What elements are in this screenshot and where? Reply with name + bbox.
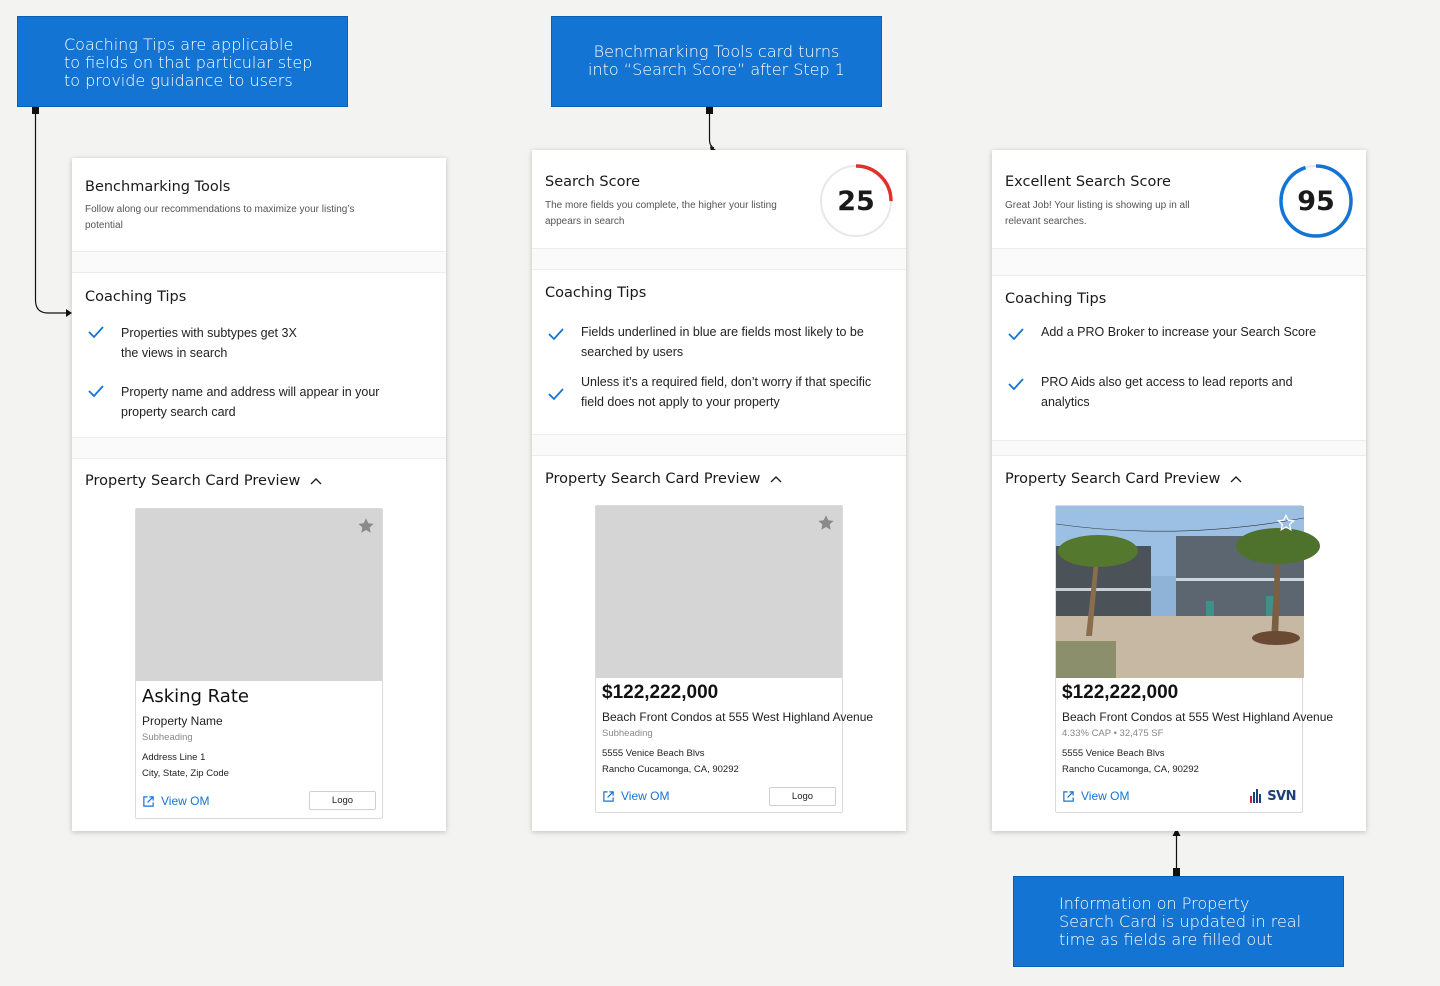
card-stats: 4.33% CAP • 32,475 SF <box>1062 728 1164 739</box>
benchmark-header <box>72 158 446 251</box>
coaching-tips-title: Coaching Tips <box>85 289 187 305</box>
section-divider <box>992 248 1366 275</box>
external-link-icon <box>602 790 615 803</box>
view-om-link[interactable] <box>1062 789 1129 803</box>
preview-title: Property Search Card Preview <box>545 471 761 487</box>
preview-title: Property Search Card Preview <box>85 473 301 489</box>
check-icon <box>547 385 565 403</box>
card-property-name: Property Name <box>142 714 223 728</box>
panel-benchmarking-tools <box>72 158 446 831</box>
card-city-state: Rancho Cucamonga, CA, 90292 <box>1062 764 1199 775</box>
score-gauge <box>1278 163 1354 239</box>
section-divider <box>532 248 906 269</box>
score-value: 95 <box>1297 185 1335 217</box>
chevron-up-icon <box>1230 475 1242 483</box>
star-icon[interactable] <box>1277 514 1295 532</box>
coaching-tip-text: Add a PRO Broker to increase your Search Score <box>1041 325 1317 339</box>
preview-toggle[interactable] <box>1005 471 1242 487</box>
coaching-tip-text: Fields underlined in blue are fields most likely to be searched by users <box>581 325 864 359</box>
property-image-placeholder <box>136 509 382 681</box>
preview-toggle[interactable] <box>545 471 782 487</box>
panel-subtitle: Follow along our recommendations to maximize your listing’s potential <box>85 204 355 231</box>
callout-coaching-tips: Coaching Tips are applicable to fields on that particular step to provide guidance to users <box>17 16 348 107</box>
view-om-label: View OM <box>1081 789 1130 803</box>
coaching-tips-section <box>72 272 446 437</box>
star-icon[interactable] <box>817 514 835 532</box>
external-link-icon <box>1062 790 1075 803</box>
property-photo-illustration <box>1056 506 1304 678</box>
score-gauge <box>818 163 894 239</box>
preview-section <box>532 455 906 831</box>
coaching-tip-text: Property name and address will appear in your property search card <box>121 385 380 419</box>
logo-placeholder: Logo <box>769 787 836 806</box>
svn-logo-text: SVN <box>1267 789 1296 804</box>
view-om-link[interactable] <box>602 789 669 803</box>
svn-logo <box>1249 788 1296 804</box>
preview-toggle[interactable] <box>85 473 322 489</box>
star-icon[interactable] <box>357 517 375 535</box>
chevron-up-icon <box>310 477 322 485</box>
check-icon <box>1007 325 1025 343</box>
check-icon <box>1007 375 1025 393</box>
coaching-tips-title: Coaching Tips <box>545 285 647 301</box>
panel-search-score <box>532 150 906 831</box>
card-address-line: Address Line 1 <box>142 752 206 763</box>
check-icon <box>547 325 565 343</box>
property-photo <box>1056 506 1302 678</box>
search-score-header <box>992 150 1366 248</box>
panel-title: Excellent Search Score <box>1005 174 1171 190</box>
view-om-link[interactable] <box>142 794 209 808</box>
panel-title: Benchmarking Tools <box>85 179 231 195</box>
view-om-label: View OM <box>161 794 210 808</box>
check-icon <box>87 382 105 400</box>
card-city-state: Rancho Cucamonga, CA, 90292 <box>602 764 739 775</box>
card-address-line: 5555 Venice Beach Blvs <box>602 748 705 759</box>
panel-excellent-score <box>992 150 1366 831</box>
coaching-tips-section <box>532 269 906 434</box>
card-subheading: Subheading <box>142 732 193 743</box>
card-price: $122,222,000 <box>1062 682 1179 703</box>
callout-benchmarking: Benchmarking Tools card turns into “Search Score” after Step 1 <box>551 16 882 107</box>
view-om-label: View OM <box>621 789 670 803</box>
logo-placeholder: Logo <box>309 791 376 810</box>
property-search-card[interactable] <box>1055 505 1334 813</box>
panel-subtitle: Great Job! Your listing is showing up in all relevant searches. <box>1005 200 1190 227</box>
card-property-name: Beach Front Condos at 555 West Highland Avenue <box>1062 710 1334 724</box>
building-logo-icon <box>1249 788 1265 804</box>
section-divider <box>532 434 906 455</box>
preview-section <box>992 455 1366 831</box>
preview-title: Property Search Card Preview <box>1005 471 1221 487</box>
property-image-placeholder <box>596 506 842 678</box>
property-search-card[interactable] <box>135 508 383 819</box>
card-subheading: Subheading <box>602 728 653 739</box>
coaching-tips-section <box>992 275 1366 440</box>
card-price: $122,222,000 <box>602 682 719 703</box>
panel-title: Search Score <box>545 174 641 190</box>
external-link-icon <box>142 795 155 808</box>
card-address-line: 5555 Venice Beach Blvs <box>1062 748 1165 759</box>
card-price: Asking Rate <box>142 686 249 707</box>
preview-section <box>72 458 446 831</box>
coaching-tip-text: Unless it’s a required field, don’t worry if that specific field does not apply to your property <box>581 375 872 409</box>
card-property-name: Beach Front Condos at 555 West Highland Avenue <box>602 710 874 724</box>
callout-realtime-info: Information on Property Search Card is updated in real time as fields are filled out <box>1013 876 1344 967</box>
section-divider <box>72 437 446 458</box>
coaching-tip-text: Properties with subtypes get 3X the views in search <box>121 326 297 360</box>
search-score-header <box>532 150 906 248</box>
check-icon <box>87 323 105 341</box>
coaching-tips-title: Coaching Tips <box>1005 291 1107 307</box>
property-search-card[interactable] <box>595 505 874 813</box>
section-divider <box>72 251 446 272</box>
coaching-tip-text: PRO Aids also get access to lead reports and analytics <box>1041 375 1293 409</box>
card-city-state: City, State, Zip Code <box>142 768 229 779</box>
panel-subtitle: The more fields you complete, the higher your listing appears in search <box>545 200 777 227</box>
chevron-up-icon <box>770 475 782 483</box>
score-value: 25 <box>837 185 875 217</box>
section-divider <box>992 440 1366 455</box>
